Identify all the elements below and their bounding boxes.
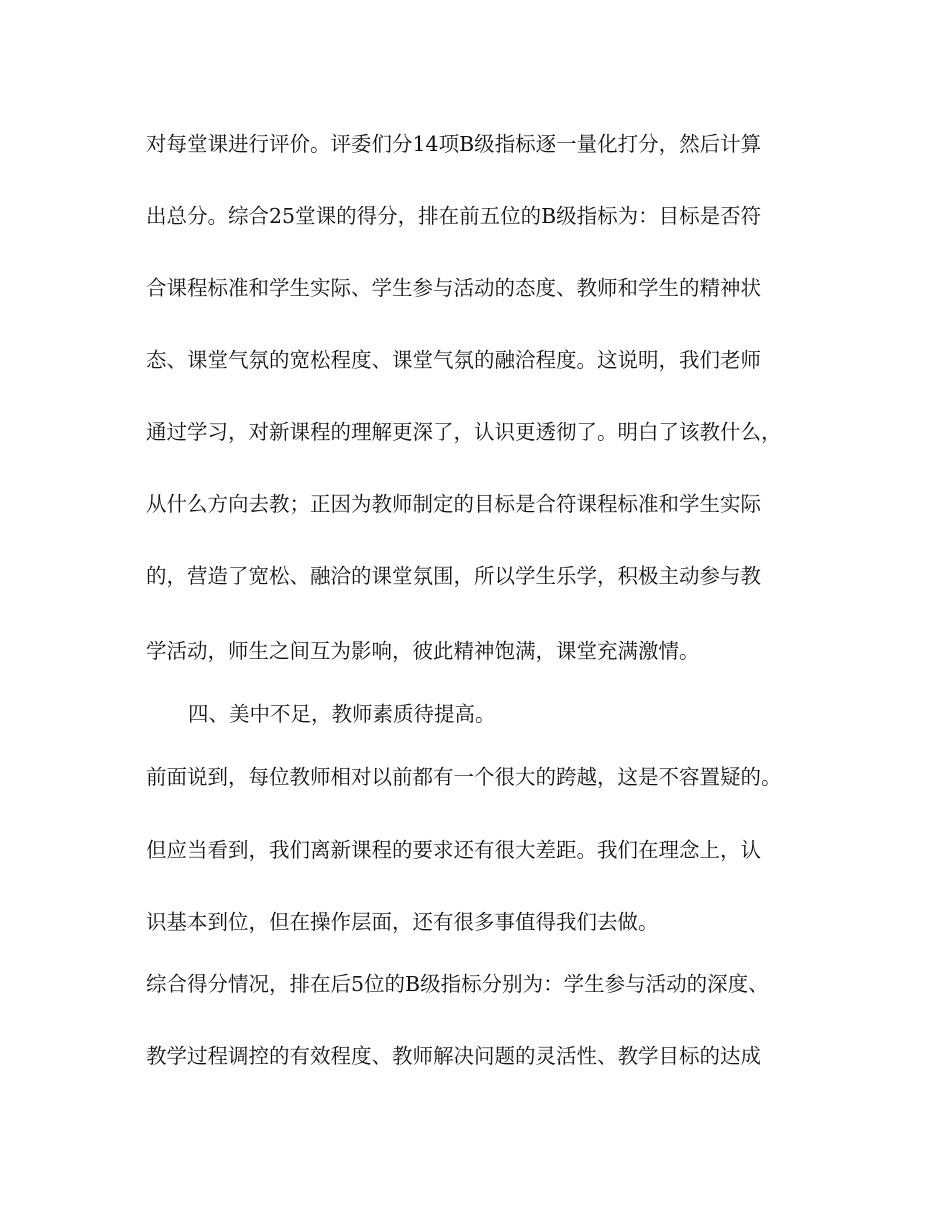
- paragraph-line: 合课程标准和学生实际、学生参与活动的态度、教师和学生的精神状: [146, 276, 761, 300]
- paragraph-line: 态、课堂气氛的宽松程度、课堂气氛的融洽程度。这说明，我们老师: [146, 348, 761, 372]
- paragraph-line: 但应当看到，我们离新课程的要求还有很大差距。我们在理念上，认: [146, 838, 761, 862]
- paragraph-line: 的，营造了宽松、融洽的课堂氛围，所以学生乐学，积极主动参与教: [146, 564, 761, 588]
- paragraph-line: 对每堂课进行评价。评委们分14项B级指标逐一量化打分，然后计算: [146, 132, 762, 156]
- section-heading: 四、美中不足，教师素质待提高。: [188, 702, 496, 726]
- paragraph-line: 通过学习，对新课程的理解更深了，认识更透彻了。明白了该教什么，: [146, 420, 782, 444]
- paragraph-line: 识基本到位，但在操作层面，还有很多事值得我们去做。: [146, 910, 659, 934]
- paragraph-line: 前面说到，每位教师相对以前都有一个很大的跨越，这是不容置疑的。: [146, 765, 782, 789]
- paragraph-line: 综合得分情况，排在后5位的B级指标分别为：学生参与活动的深度、: [146, 972, 769, 996]
- paragraph-line: 学活动，师生之间互为影响，彼此精神饱满，课堂充满激情。: [146, 639, 700, 663]
- paragraph-line: 从什么方向去教；正因为教师制定的目标是合符课程标准和学生实际: [146, 492, 761, 516]
- paragraph-line: 出总分。综合25堂课的得分，排在前五位的B级指标为：目标是否符: [146, 204, 762, 228]
- paragraph-line: 教学过程调控的有效程度、教师解决问题的灵活性、教学目标的达成: [146, 1044, 761, 1068]
